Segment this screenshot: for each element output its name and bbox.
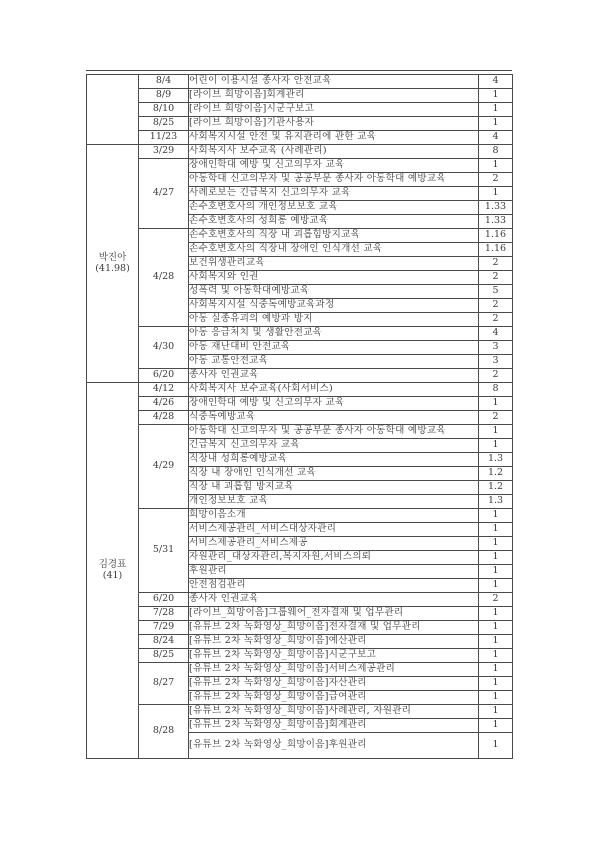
date-cell: 4/12 (139, 383, 189, 397)
course-title-cell: 희망이음소개 (189, 509, 479, 523)
education-records-table (86, 74, 513, 759)
hours-cell: 1 (479, 523, 513, 537)
course-title-cell: [라이브 희망이음]회계관리 (189, 89, 479, 103)
hours-cell: 1 (479, 705, 513, 719)
table-row (87, 229, 513, 243)
hours-cell: 1 (479, 439, 513, 453)
date-cell: 8/10 (139, 103, 189, 117)
hours-cell: 3 (479, 355, 513, 369)
course-title-cell: [유튜브 2차 녹화영상_희망이음]자산관리 (189, 677, 479, 691)
table-row (87, 509, 513, 523)
hours-cell: 1 (479, 635, 513, 649)
date-cell: 7/28 (139, 607, 189, 621)
table-row (87, 593, 513, 607)
course-title-cell: 성폭력 및 아동학대예방교육 (189, 285, 479, 299)
hours-cell: 1.16 (479, 243, 513, 257)
course-title-cell: 직장 내 장애인 인식개선 교육 (189, 467, 479, 481)
hours-cell: 2 (479, 313, 513, 327)
date-cell: 4/28 (139, 229, 189, 327)
course-title-cell: [유튜브 2차 녹화영상_희망이음]시군구보고 (189, 649, 479, 663)
table-row (87, 145, 513, 159)
course-title-cell: 보건위생관리교육 (189, 257, 479, 271)
table-row (87, 635, 513, 649)
hours-cell: 2 (479, 411, 513, 425)
course-title-cell: [유튜브 2차 녹화영상_희망이음]예산관리 (189, 635, 479, 649)
course-title-cell: [유튜브 2차 녹화영상_희망이음]전자결재 및 업무관리 (189, 621, 479, 635)
course-title-cell: 아동 재난대비 안전교육 (189, 341, 479, 355)
date-cell: 7/29 (139, 621, 189, 635)
hours-cell: 1.16 (479, 229, 513, 243)
table-row (87, 425, 513, 439)
course-title-cell: 서비스제공관리_서비스대상자관리 (189, 523, 479, 537)
course-title-cell: 어린이 이용시설 종사자 안전교육 (189, 75, 479, 89)
table-row (87, 649, 513, 663)
course-title-cell: [유튜브 2차 녹화영상_희망이음]사례관리, 자원관리 (189, 705, 479, 719)
worker-name-cell (87, 145, 139, 383)
table-row (87, 411, 513, 425)
hours-cell: 1.33 (479, 215, 513, 229)
worker-name-cell (87, 75, 139, 145)
hours-cell: 1 (479, 691, 513, 705)
hours-cell: 1.3 (479, 495, 513, 509)
date-cell: 4/26 (139, 397, 189, 411)
course-title-cell: 손수호변호사의 개인정보보호 교육 (189, 201, 479, 215)
date-cell: 8/27 (139, 663, 189, 705)
table-row (87, 397, 513, 411)
course-title-cell: 아동 응급처치 및 생활안전교육 (189, 327, 479, 341)
hours-cell: 1 (479, 607, 513, 621)
hours-cell: 5 (479, 285, 513, 299)
course-title-cell: 종사자 인권교육 (189, 369, 479, 383)
education-record-table (86, 74, 512, 759)
course-title-cell: 사회복지시설 식중독예방교육과정 (189, 299, 479, 313)
table-row (87, 705, 513, 719)
worker-name: 박진아 (98, 252, 127, 264)
course-title-cell: 식중독예방교육 (189, 411, 479, 425)
hours-cell: 1 (479, 103, 513, 117)
hours-cell: 1 (479, 509, 513, 523)
hours-cell: 1 (479, 733, 513, 759)
date-cell: 8/25 (139, 117, 189, 131)
course-title-cell: 긴급복지 신고의무자 교육 (189, 439, 479, 453)
course-title-cell: 아동학대 신고의무자 및 공공부문 종사자 아동학대 예방교육 (189, 425, 479, 439)
hours-cell: 8 (479, 383, 513, 397)
hours-cell: 1 (479, 663, 513, 677)
date-cell: 11/23 (139, 131, 189, 145)
course-title-cell: 장애인학대 예방 및 신고의무자 교육 (189, 397, 479, 411)
table-row (87, 131, 513, 145)
course-title-cell: 개인정보보호 교육 (189, 495, 479, 509)
worker-score: (41) (102, 569, 123, 581)
date-cell: 8/25 (139, 649, 189, 663)
hours-cell: 1 (479, 649, 513, 663)
course-title-cell: [라이브 희망이음]시군구보고 (189, 103, 479, 117)
course-title-cell: 사회복지사 보수교육(사회서비스) (189, 383, 479, 397)
table-row (87, 117, 513, 131)
course-title-cell: [라이브 희망이음]기관사용자 (189, 117, 479, 131)
course-title-cell: 종사자 인권교육 (189, 593, 479, 607)
hours-cell: 2 (479, 271, 513, 285)
course-title-cell: 직장내 성희롱예방교육 (189, 453, 479, 467)
table-row (87, 607, 513, 621)
hours-cell: 1.2 (479, 467, 513, 481)
course-title-cell: 아동 교통안전교육 (189, 355, 479, 369)
hours-cell: 2 (479, 593, 513, 607)
hours-cell: 4 (479, 131, 513, 145)
course-title-cell: 직장 내 괴롭힘 방지교육 (189, 481, 479, 495)
course-title-cell: 손수호변호사의 성희롱 예방교육 (189, 215, 479, 229)
hours-cell: 1 (479, 425, 513, 439)
course-title-cell: 사회복지와 인권 (189, 271, 479, 285)
table-row (87, 89, 513, 103)
course-title-cell: 손수호변호사의 직장 내 괴롭힘방지교육 (189, 229, 479, 243)
hours-cell: 1 (479, 397, 513, 411)
course-title-cell: [유튜브 2차 녹화영상_희망이음]회계관리 (189, 719, 479, 733)
table-row (87, 369, 513, 383)
course-title-cell: 사회복지시설 안전 및 유지관리에 관한 교육 (189, 131, 479, 145)
course-title-cell: 후원관리 (189, 565, 479, 579)
course-title-cell: 장애인학대 예방 및 신고의무자 교육 (189, 159, 479, 173)
hours-cell: 1 (479, 551, 513, 565)
hours-cell: 2 (479, 299, 513, 313)
hours-cell: 2 (479, 369, 513, 383)
hours-cell: 1 (479, 89, 513, 103)
hours-cell: 1 (479, 187, 513, 201)
date-cell: 4/29 (139, 425, 189, 509)
hours-cell: 1 (479, 677, 513, 691)
hours-cell: 2 (479, 173, 513, 187)
course-title-cell: [라이브_희망이음]그룹웨어_전자결재 및 업무관리 (189, 607, 479, 621)
table-row (87, 327, 513, 341)
table-row (87, 621, 513, 635)
course-title-cell: 손수호변호사의 직장내 장애인 인식개선 교육 (189, 243, 479, 257)
course-title-cell: [유튜브 2차 녹화영상_희망이음]후원관리 (189, 733, 479, 759)
date-cell: 5/31 (139, 509, 189, 593)
table-row (87, 75, 513, 89)
worker-name: 김경표 (98, 559, 127, 571)
hours-cell: 1 (479, 621, 513, 635)
hours-cell: 1.3 (479, 453, 513, 467)
hours-cell: 1 (479, 579, 513, 593)
date-cell: 8/4 (139, 75, 189, 89)
hours-cell: 1 (479, 565, 513, 579)
date-cell: 4/27 (139, 159, 189, 229)
hours-cell: 3 (479, 341, 513, 355)
worker-name-cell (87, 383, 139, 759)
hours-cell: 2 (479, 257, 513, 271)
course-title-cell: [유튜브 2차 녹화영상_희망이음]급여관리 (189, 691, 479, 705)
course-title-cell: 사례로보는 긴급복지 신고의무자 교육 (189, 187, 479, 201)
course-title-cell: 아동 실종유괴의 예방과 방지 (189, 313, 479, 327)
table-row (87, 103, 513, 117)
hours-cell: 1 (479, 719, 513, 733)
hours-cell: 1 (479, 159, 513, 173)
worker-score: (41.98) (95, 262, 130, 274)
date-cell: 6/20 (139, 593, 189, 607)
date-cell: 8/24 (139, 635, 189, 649)
course-title-cell: 자원관리_대상자관리,복지자원,서비스의뢰 (189, 551, 479, 565)
hours-cell: 4 (479, 75, 513, 89)
hours-cell: 1.33 (479, 201, 513, 215)
course-title-cell: [유튜브 2차 녹화영상_희망이음]서비스제공관리 (189, 663, 479, 677)
table-row (87, 383, 513, 397)
date-cell: 6/20 (139, 369, 189, 383)
date-cell: 8/28 (139, 705, 189, 759)
course-title-cell: 아동학대 신고의무자 및 공공부문 종사자 아동학대 예방교육 (189, 173, 479, 187)
course-title-cell: 사회복지사 보수교육 (사례관리) (189, 145, 479, 159)
date-cell: 8/9 (139, 89, 189, 103)
table-row (87, 663, 513, 677)
table-row (87, 159, 513, 173)
hours-cell: 1 (479, 537, 513, 551)
date-cell: 4/28 (139, 411, 189, 425)
date-cell: 3/29 (139, 145, 189, 159)
table-top-border-line (86, 70, 512, 71)
course-title-cell: 서비스제공관리_서비스제공 (189, 537, 479, 551)
date-cell: 4/30 (139, 327, 189, 369)
hours-cell: 1.2 (479, 481, 513, 495)
hours-cell: 8 (479, 145, 513, 159)
hours-cell: 1 (479, 117, 513, 131)
course-title-cell: 안전점검관리 (189, 579, 479, 593)
hours-cell: 4 (479, 327, 513, 341)
